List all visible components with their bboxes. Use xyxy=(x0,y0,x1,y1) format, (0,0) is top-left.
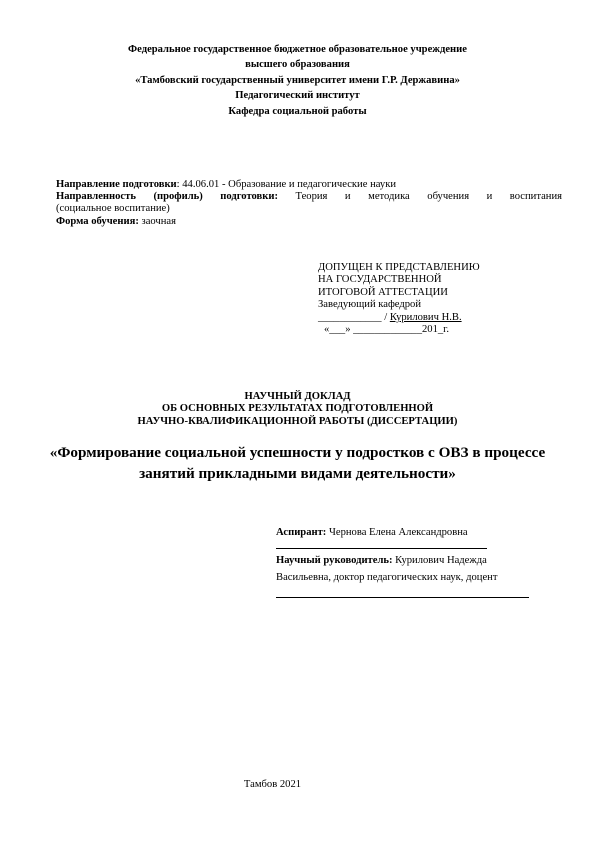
supervisor-signature-rule xyxy=(276,597,529,598)
city-year: Тамбов 2021 xyxy=(243,779,302,790)
prep-direction-line xyxy=(56,179,562,191)
approval-line-2: НА ГОСУДАРСТВЕННОЙ xyxy=(318,274,442,286)
report-title-line-1: НАУЧНЫЙ ДОКЛАД xyxy=(244,391,351,402)
header-line-ministry: Федеральное государственное бюджетное образовательное учреждение xyxy=(128,44,467,55)
header-line-department: Кафедра социальной работы xyxy=(228,105,367,117)
report-title-block xyxy=(0,391,595,428)
supervisor-label: Научный руководитель: xyxy=(276,555,393,566)
approval-line-3: ИТОГОВОЙ АТТЕСТАЦИИ xyxy=(318,286,448,298)
prep-direction-label: Направление подготовки xyxy=(56,179,177,190)
profile-label: Направленность (профиль) подготовки: xyxy=(56,191,278,203)
supervisor-block xyxy=(276,553,538,586)
study-direction-block xyxy=(56,179,562,228)
report-title-line-3: НАУЧНО-КВАЛИФИКАЦИОННОЙ РАБОТЫ (ДИССЕРТАЦИИ) xyxy=(137,415,458,427)
approval-line-1: ДОПУЩЕН К ПРЕДСТАВЛЕНИЮ xyxy=(318,262,480,273)
study-form-line xyxy=(56,216,562,228)
student-label: Аспирант: xyxy=(276,527,327,538)
profile-value: Теория и методика обучения и воспитания xyxy=(278,191,562,203)
institution-header xyxy=(0,42,595,119)
head-of-department-name: Курилович Н.В. xyxy=(389,311,462,323)
profile-value-continued: (социальное воспитание) xyxy=(56,203,170,215)
header-line-level: высшего образования xyxy=(245,59,350,71)
report-title-line-2: ОБ ОСНОВНЫХ РЕЗУЛЬТАТАХ ПОДГОТОВЛЕННОЙ xyxy=(161,403,434,415)
approval-date-line: «___» _____________201_г. xyxy=(324,324,449,336)
student-line xyxy=(276,525,538,542)
profile-line xyxy=(56,191,562,203)
approval-stamp-block xyxy=(318,262,558,336)
supervisor-name: Курилович Надежда Васильевна, доктор педагогических наук, доцент xyxy=(276,555,498,583)
dissertation-topic: «Формирование социальной успешности у подростков с ОВЗ в процессе занятий прикладными видами деятельности» xyxy=(49,444,546,482)
header-line-institute: Педагогический институт xyxy=(235,90,360,102)
prep-direction-value: : 44.06.01 - Образование и педагогические науки xyxy=(176,179,397,190)
student-name: Чернова Елена Александровна xyxy=(326,527,468,538)
study-form-label: Форма обучения: xyxy=(56,215,139,227)
approval-signature-line xyxy=(318,312,558,324)
student-signature-rule xyxy=(276,548,487,549)
signature-blank: ____________ / xyxy=(318,311,390,323)
study-form-value: заочная xyxy=(138,215,176,227)
header-line-university: «Тамбовский государственный университет имени Г.Р. Державина» xyxy=(135,74,460,86)
approval-position: Заведующий кафедрой xyxy=(318,299,422,311)
